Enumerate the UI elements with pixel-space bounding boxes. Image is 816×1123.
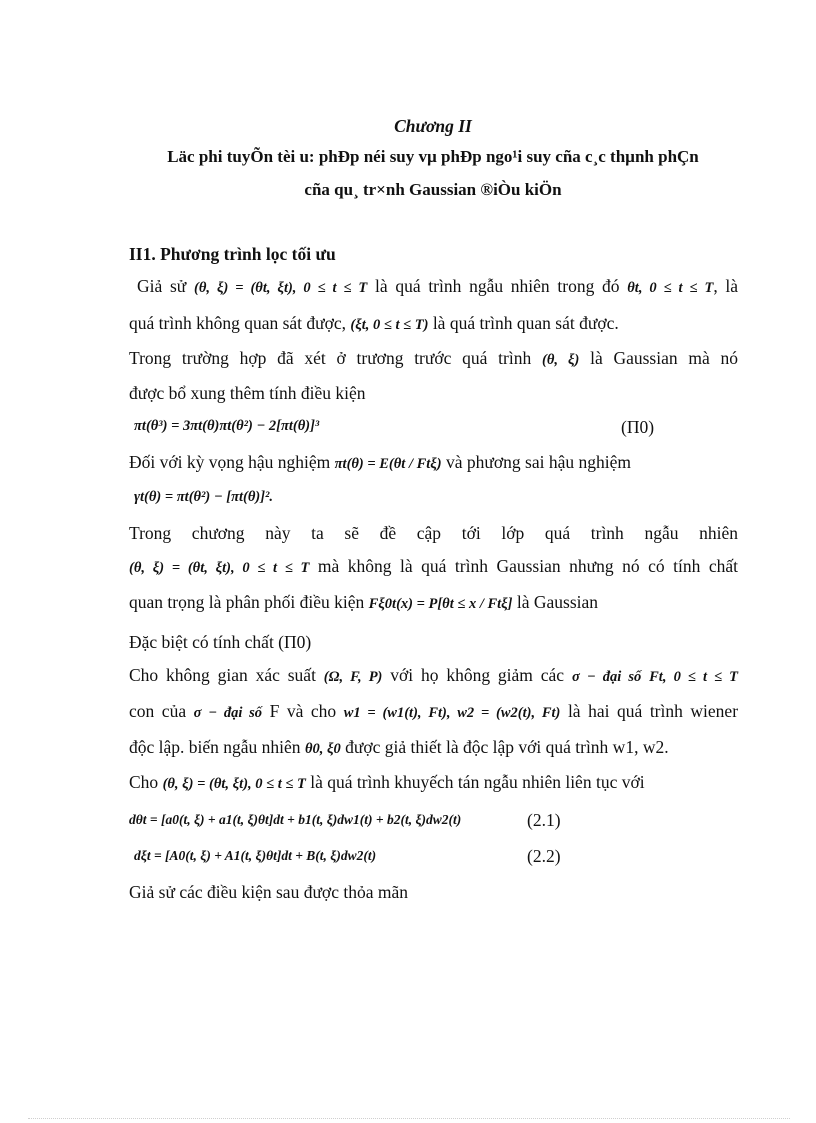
paragraph-line-1 (137, 276, 738, 297)
math-expression: (θ, ξ) = (θt, ξt), 0 ≤ t ≤ T (162, 776, 306, 792)
text: F và cho (269, 701, 337, 721)
text: Cho (129, 772, 159, 792)
text: Giả sử (137, 276, 187, 296)
math-expression: (θ, ξ) = (θt, ξt), 0 ≤ t ≤ T (129, 560, 310, 576)
equation-pi0: πt(θ³) = 3πt(θ)πt(θ²) − 2[πt(θ)]³ (134, 418, 320, 434)
paragraph-line-14 (129, 772, 645, 793)
paragraph-line-13 (129, 737, 669, 758)
paragraph-line-4: được bổ xung thêm tính điều kiện (129, 383, 366, 403)
math-expression: πt(θ) = E(θt / Ftξ) (334, 456, 442, 472)
paragraph-line-2 (129, 313, 619, 334)
math-expression: θ0, ξ0 (304, 741, 341, 757)
text: là quá trình ngẫu nhiên trong đó (375, 276, 620, 296)
text: Cho không gian xác suất (129, 665, 316, 685)
paragraph-line-7: Trong chương này ta sẽ đề cập tới lớp quá trình ngẫu nhiên (129, 523, 738, 543)
text: được giả thiết là độc lập với quá trình w1, w2. (345, 737, 669, 757)
paragraph-line-15: Giả sử các điều kiện sau được thỏa mãn (129, 882, 408, 902)
text: độc lập. biến ngẫu nhiên (129, 737, 301, 757)
text: mà không là quá trình Gaussian nhưng nó có tính chất (317, 556, 738, 576)
math-expression: σ − đại số (193, 705, 263, 721)
paragraph-line-5 (129, 452, 631, 473)
paragraph-line-3 (129, 348, 738, 369)
math-expression: σ − đại số (571, 669, 642, 685)
chapter-title-line-1: Läc phi tuyÕn tèi u: phÐp néi suy vµ phÐp ngo¹i suy cña c¸c thµnh phÇn (167, 147, 699, 166)
math-expression: (θ, ξ) (541, 352, 580, 368)
text: với họ không giảm các (390, 665, 565, 685)
text: là Gaussian mà nó (590, 348, 739, 368)
math-expression: (ξt, 0 ≤ t ≤ T) (350, 317, 429, 333)
text: , là (713, 276, 739, 296)
text: là quá trình quan sát được. (432, 313, 619, 333)
math-expression: θt, 0 ≤ t ≤ T (627, 280, 714, 296)
paragraph-line-9 (129, 592, 598, 613)
paragraph-line-8 (129, 556, 738, 577)
paragraph-line-10: Đặc biệt có tính chất (Π0) (129, 632, 312, 652)
equation-2-1: dθt = [a0(t, ξ) + a1(t, ξ)θt]dt + b1(t, ξ)dw1(t) + b2(t, ξ)dw2(t) (129, 812, 462, 827)
equation-gamma: γt(θ) = πt(θ²) − [πt(θ)]². (134, 489, 274, 505)
equation-2-1-label: (2.1) (527, 810, 561, 830)
paragraph-line-12 (129, 701, 738, 722)
text: con của (129, 701, 187, 721)
text: là quá trình khuyếch tán ngẫu nhiên liên tục với (310, 772, 645, 792)
text: Trong trường hợp đã xét ở trương trước quá trình (129, 348, 532, 368)
page-bottom-divider (28, 1118, 790, 1119)
chapter-label: Chương II (394, 116, 472, 136)
math-expression: Fξ0t(x) = P[θt ≤ x / Ftξ] (368, 596, 513, 612)
text: quá trình không quan sát được, (129, 313, 347, 333)
paragraph-line-11 (129, 665, 738, 686)
text: Đối với kỳ vọng hậu nghiệm (129, 452, 331, 472)
math-expression: Ft, 0 ≤ t ≤ T (649, 669, 739, 685)
text: và phương sai hậu nghiệm (446, 452, 631, 472)
math-expression: (Ω, F, P) (323, 669, 383, 685)
equation-2-2: dξt = [A0(t, ξ) + A1(t, ξ)θt]dt + B(t, ξ)dw2(t) (134, 848, 377, 863)
section-heading: II1. Phương trình lọc tối ưu (129, 244, 336, 264)
equation-pi0-label: (Π0) (621, 417, 655, 437)
equation-2-2-label: (2.2) (527, 846, 561, 866)
math-expression: w1 = (w1(t), Ft), w2 = (w2(t), Ft) (343, 705, 561, 721)
text: là hai quá trình wiener (567, 701, 739, 721)
math-expression: (θ, ξ) = (θt, ξt), 0 ≤ t ≤ T (194, 280, 368, 296)
text: quan trọng là phân phối điều kiện (129, 592, 365, 612)
chapter-title-line-2: cña qu¸ tr×nh Gaussian ®iÒu kiÖn (304, 180, 562, 199)
text: là Gaussian (516, 592, 599, 612)
